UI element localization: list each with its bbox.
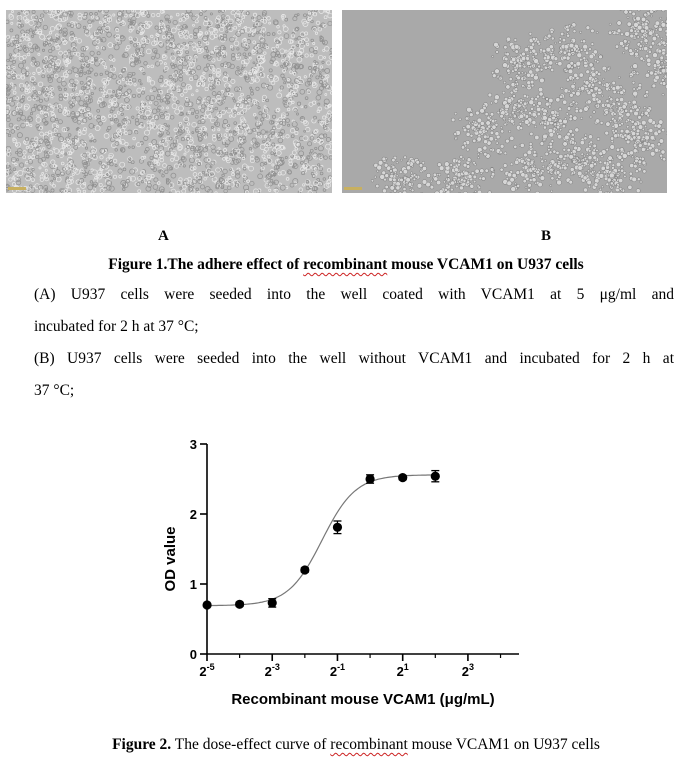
data-point [398,473,407,482]
data-point [300,565,309,574]
data-point [268,598,277,607]
caption-panel-b [34,343,674,407]
x-tick-label: $2^{-3}$ [264,662,280,679]
micrograph-image [6,10,332,193]
data-point [365,474,374,483]
micrograph-panel-b [342,10,667,193]
scale-bar [8,187,26,190]
y-tick-label: 2 [189,507,197,522]
figure-1-title-underlined: recombinant [303,256,388,273]
data-point [333,523,342,532]
caption-a-line-2: incubated for 2 h at 37 °C; [34,318,199,335]
data-point [235,600,244,609]
data-point [431,472,440,481]
caption-a-line-1: (A) U937 cells were seeded into the well coated with VCAM1 at 5 μg/ml and [34,286,674,303]
caption-b-line-2: 37 °C; [34,382,75,399]
x-tick-label: $2^3$ [461,662,475,679]
panel-label-a: A [158,228,169,244]
y-tick-label: 3 [189,437,197,452]
caption-b-line-1: (B) U937 cells were seeded into the well without VCAM1 and incubated for 2 h at [34,350,674,367]
dose-effect-chart [150,432,540,722]
x-axis-label: Recombinant mouse VCAM1 (μg/mL) [231,691,495,708]
y-tick-label: 0 [189,647,197,662]
panel-label-b: B [541,228,552,244]
y-axis-label: OD value [162,526,179,592]
scale-bar [344,187,362,190]
figure-2-caption-prefix: The dose-effect curve of [171,736,331,753]
figure-2-caption [0,736,692,754]
figure-1-title-suffix: mouse VCAM1 on U937 cells [387,256,584,273]
x-tick-label: $2^1$ [396,662,409,679]
micrograph-image [342,10,667,193]
figure-1-title-prefix: Figure 1.The adhere effect of [108,256,304,273]
data-point [202,600,211,609]
figure-2-label: Figure 2. [112,736,172,753]
x-tick-label: $2^{-1}$ [329,662,346,679]
micrograph-panel-a [6,10,332,193]
figure-1-title [0,256,692,274]
fit-curve [207,475,435,606]
x-tick-label: $2^{-5}$ [199,662,215,679]
caption-panel-a [34,279,674,343]
figure-2-caption-suffix: mouse VCAM1 on U937 cells [407,736,600,753]
figure-2-caption-underlined: recombinant [330,736,408,753]
y-tick-label: 1 [189,577,197,592]
